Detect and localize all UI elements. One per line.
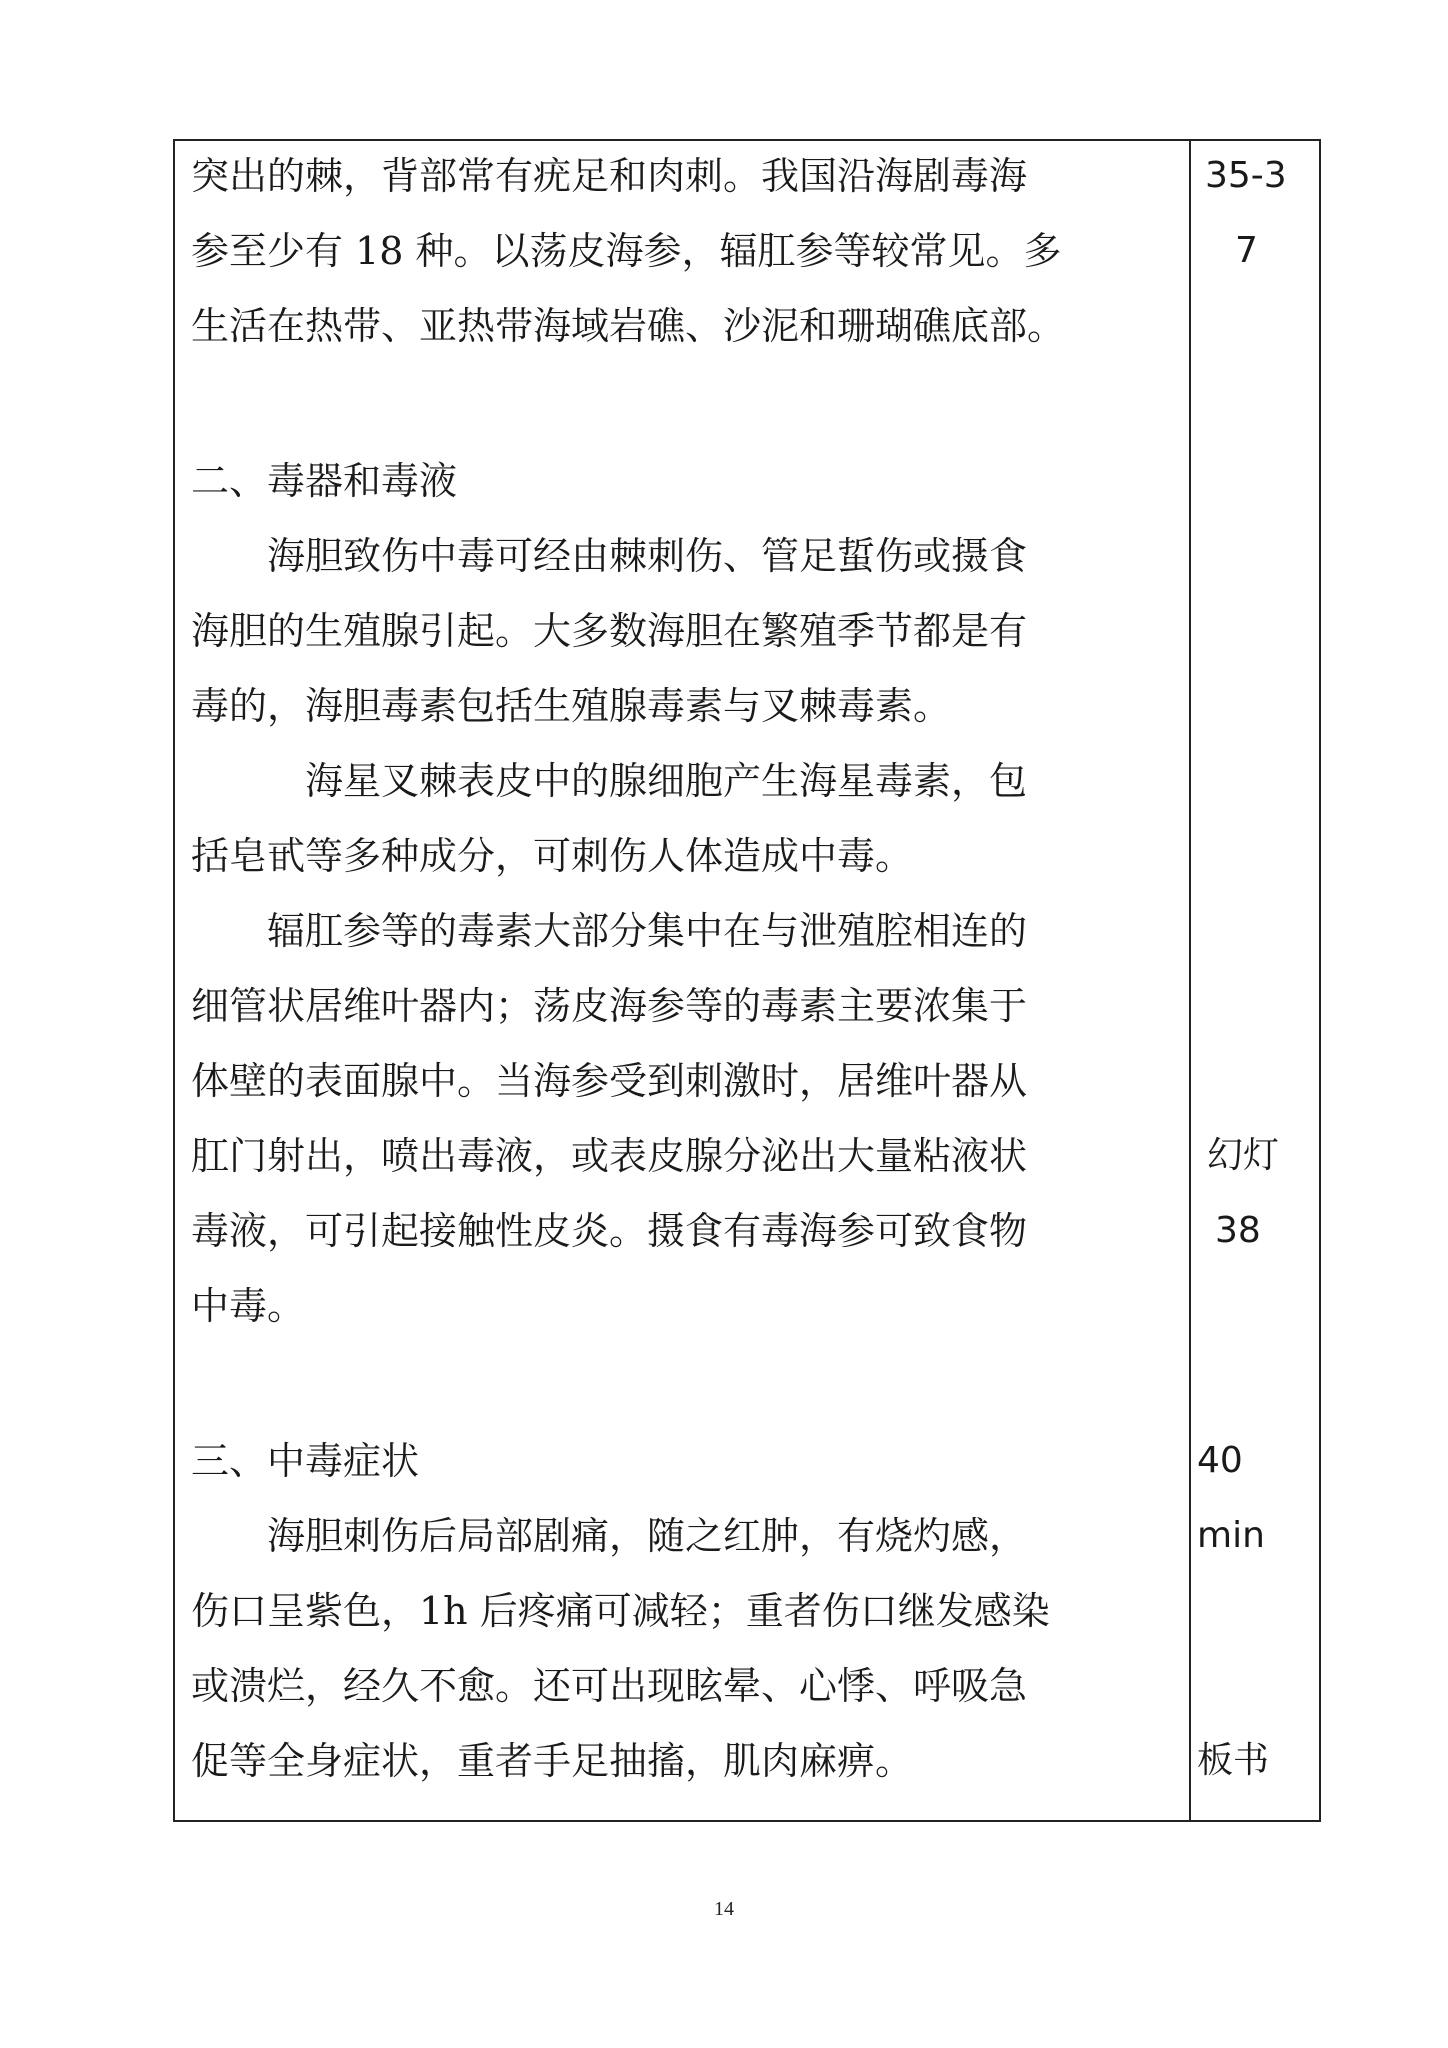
page-number: 14 [714, 1898, 734, 1920]
text-line: 肛门射出，喷出毒液，或表皮腺分泌出大量粘液状 [191, 1134, 1028, 1178]
column-divider [1189, 141, 1191, 1820]
text-line: 海星叉棘表皮中的腺细胞产生海星毒素，包 [191, 759, 1028, 803]
text-line: 生活在热带、亚热带海域岩礁、沙泥和珊瑚礁底部。 [191, 304, 1066, 348]
text-line: 括皂甙等多种成分，可刺伤人体造成中毒。 [191, 834, 914, 878]
slide-note: 幻灯 [1207, 1135, 1280, 1176]
text-line: 毒的，海胆毒素包括生殖腺毒素与叉棘毒素。 [191, 684, 952, 728]
text-line: 中毒。 [191, 1284, 306, 1328]
text-line: 细管状居维叶器内；荡皮海参等的毒素主要浓集于 [191, 984, 1028, 1028]
text-line: 伤口呈紫色，1h 后疼痛可减轻；重者伤口继发感染 [191, 1589, 1050, 1633]
section-heading: 三、中毒症状 [191, 1439, 420, 1483]
text-line: 或溃烂，经久不愈。还可出现眩晕、心悸、呼吸急 [191, 1664, 1028, 1708]
time-unit-note: min [1197, 1515, 1265, 1556]
text-line: 辐肛参等的毒素大部分集中在与泄殖腔相连的 [191, 909, 1028, 953]
slide-range-note: 7 [1235, 230, 1258, 271]
slide-range-note: 35-3 [1205, 155, 1287, 196]
text-line: 海胆致伤中毒可经由棘刺伤、管足蜇伤或摄食 [191, 534, 1028, 578]
content-table [173, 139, 1321, 1822]
text-line: 突出的棘，背部常有疣足和肉刺。我国沿海剧毒海 [191, 154, 1028, 198]
text-line: 参至少有 18 种。以荡皮海参，辐肛参等较常见。多 [191, 229, 1062, 273]
text-line: 毒液，可引起接触性皮炎。摄食有毒海参可致食物 [191, 1209, 1028, 1253]
blackboard-note: 板书 [1197, 1740, 1270, 1781]
text-line: 海胆的生殖腺引起。大多数海胆在繁殖季节都是有 [191, 609, 1028, 653]
slide-number-note: 38 [1215, 1210, 1261, 1251]
section-heading: 二、毒器和毒液 [191, 459, 458, 503]
time-note: 40 [1197, 1440, 1243, 1481]
text-line: 促等全身症状，重者手足抽搐，肌肉麻痹。 [191, 1739, 914, 1783]
text-line: 海胆刺伤后局部剧痛，随之红肿，有烧灼感， [191, 1514, 1028, 1558]
text-line: 体壁的表面腺中。当海参受到刺激时，居维叶器从 [191, 1059, 1028, 1103]
